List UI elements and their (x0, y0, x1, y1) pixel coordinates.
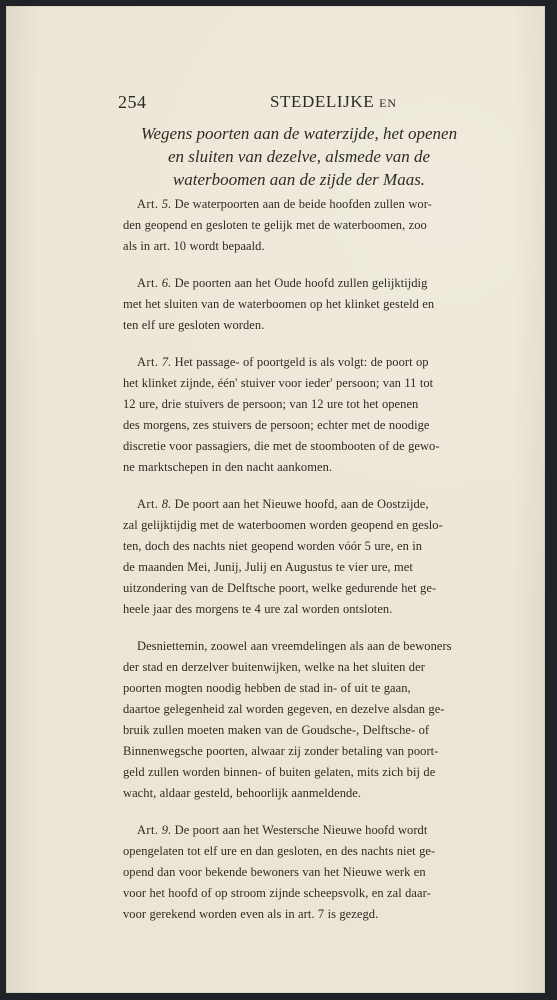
paragraph-text: De poorten aan het Oude hoofd zullen gelijktijdig (174, 276, 428, 290)
running-title (270, 92, 397, 112)
article-label: Art. (137, 276, 159, 290)
article-6-paragraph (123, 273, 519, 336)
paragraph-text: De waterpoorten aan de beide hoofden zullen wor- (174, 197, 432, 211)
paragraph-text: De poort aan het Nieuwe hoofd, aan de Oostzijde, (174, 497, 429, 511)
paragraph-line: als in art. 10 wordt bepaald. (123, 239, 265, 253)
article-8-paragraph (123, 494, 519, 620)
article-number: 6. (161, 276, 172, 290)
paragraph-line (123, 494, 519, 515)
paragraph-line (123, 194, 519, 215)
paragraph-line (123, 273, 519, 294)
paragraph-line: ten, doch des nachts niet geopend worden vóór 5 ure, en in (123, 539, 423, 553)
article-label: Art. (137, 823, 159, 837)
body-text (123, 194, 519, 941)
paragraph-line: voor gerekend worden even als in art. 7 is gezegd. (123, 907, 379, 921)
page-number: 254 (118, 92, 147, 112)
article-7-paragraph (123, 352, 519, 478)
paragraph-line: discretie voor passagiers, die met de stoombooten of de gewo- (123, 439, 440, 453)
paragraph-line: heele jaar des morgens te 4 ure zal worden ontsloten. (123, 602, 393, 616)
running-title-suffix: EN (379, 96, 398, 110)
paragraph-line: zal gelijktijdig met de waterboomen worden geopend en geslo- (123, 518, 443, 532)
paragraph-line: uitzondering van de Delftsche poort, welke gedurende het ge- (123, 581, 437, 595)
paragraph-line: Binnenwegsche poorten, alwaar zij zonder betaling van poort- (123, 744, 439, 758)
paragraph-line: der stad en derzelver buitenwijken, welke na het sluiten der (123, 660, 425, 674)
paragraph-line: opend dan voor bekende bewoners van het Nieuwe werk en (123, 865, 426, 879)
paragraph-line: geld zullen worden binnen- of buiten gelaten, mits zich bij de (123, 765, 436, 779)
heading-line: Wegens poorten aan de waterzijde, het openen (140, 124, 458, 143)
article-9-paragraph (123, 820, 519, 925)
continuation-paragraph (123, 636, 519, 804)
paragraph-line (123, 352, 519, 373)
paragraph-line: daartoe gelegenheid zal worden gegeven, en dezelve alsdan ge- (123, 702, 445, 716)
heading-line: waterboomen aan de zijde der Maas. (172, 170, 426, 189)
paragraph-line: de maanden Mei, Junij, Julij en Augustus te vier ure, met (123, 560, 413, 574)
running-head (118, 92, 458, 114)
running-title-main: STEDELIJKE (270, 92, 375, 111)
paragraph-line: bruik zullen moeten maken van de Goudsche-, Delftsche- of (123, 723, 430, 737)
paragraph-line: met het sluiten van de waterboomen op het klinket gesteld en (123, 297, 435, 311)
paragraph-line (123, 820, 519, 841)
paragraph-line: des morgens, zes stuivers de persoon; echter met de noodige (123, 418, 430, 432)
article-label: Art. (137, 355, 159, 369)
article-label: Art. (137, 497, 159, 511)
paragraph-line: opengelaten tot elf ure en dan gesloten, en des nachts niet ge- (123, 844, 436, 858)
article-number: 9. (161, 823, 172, 837)
paragraph-line: 12 ure, drie stuivers de persoon; van 12 ure tot het openen (123, 397, 419, 411)
paragraph-text: De poort aan het Westersche Nieuwe hoofd wordt (174, 823, 428, 837)
paragraph-line: voor het hoofd of op stroom zijnde scheepsvolk, en zal daar- (123, 886, 431, 900)
paragraph-line: poorten mogten noodig hebben de stad in- of uit te gaan, (123, 681, 411, 695)
paragraph-line: den geopend en gesloten te gelijk met de waterboomen, zoo (123, 218, 427, 232)
article-number: 7. (161, 355, 172, 369)
paragraph-line: wacht, aldaar gesteld, behoorlijk aanmeldende. (123, 786, 362, 800)
paragraph-line: ten elf ure gesloten worden. (123, 318, 265, 332)
paragraph-text: Het passage- of poortgeld is als volgt: de poort op (174, 355, 429, 369)
article-number: 8. (161, 497, 172, 511)
book-page (6, 6, 545, 993)
article-label: Art. (137, 197, 159, 211)
paragraph-line: ne marktschepen in den nacht aankomen. (123, 460, 333, 474)
article-5-paragraph (123, 194, 519, 257)
article-number: 5. (161, 197, 172, 211)
paragraph-line: Desniettemin, zoowel aan vreemdelingen als aan de bewoners (137, 639, 452, 653)
heading-line: en sluiten van dezelve, alsmede van de (168, 147, 430, 166)
paragraph-line: het klinket zijnde, één' stuiver voor ieder' persoon; van 11 tot (123, 376, 434, 390)
section-heading (118, 122, 480, 191)
